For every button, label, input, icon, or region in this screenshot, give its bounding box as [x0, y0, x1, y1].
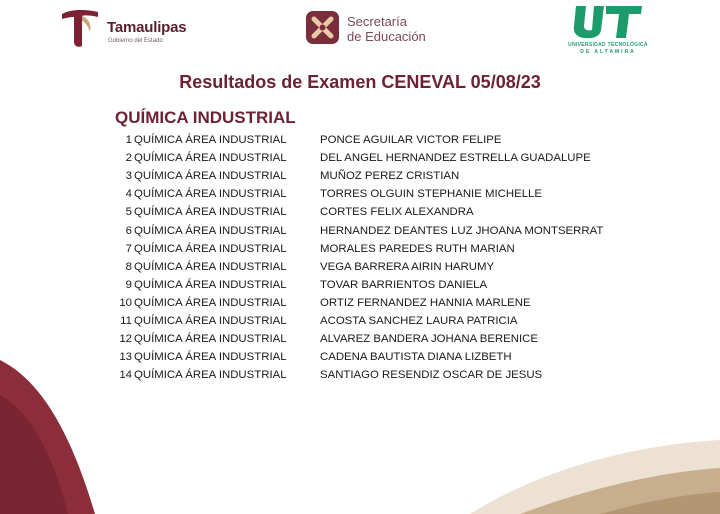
row-program: QUÍMICA ÁREA INDUSTRIAL [134, 369, 287, 382]
row-student-name: TORRES OLGUIN STEPHANIE MICHELLE [320, 188, 542, 201]
row-number: 11 [120, 314, 132, 327]
row-student-name: MUÑOZ PEREZ CRISTIAN [320, 170, 460, 183]
ut-subtitle-line2: DE ALTAMIRA [580, 49, 636, 55]
row-student-name: CADENA BAUTISTA DIANA LIZBETH [320, 351, 512, 364]
row-number: 3 [125, 170, 132, 183]
row-program: QUÍMICA ÁREA INDUSTRIAL [134, 333, 287, 346]
row-number: 12 [119, 333, 132, 346]
row-program: QUÍMICA ÁREA INDUSTRIAL [134, 296, 287, 309]
document-title: Resultados de Examen CENEVAL 05/08/23 [179, 72, 541, 92]
list-item [108, 185, 628, 203]
row-student-name: ORTIZ FERNANDEZ HANNIA MARLENE [320, 296, 531, 309]
row-student-name: HERNANDEZ DEANTES LUZ JHOANA MONTSERRAT [320, 224, 604, 237]
ut-altamira-logo [566, 4, 650, 58]
row-program: QUÍMICA ÁREA INDUSTRIAL [134, 278, 287, 291]
secretaria-line2: de Educación [347, 29, 426, 44]
ut-logo-icon [572, 4, 644, 40]
row-number: 2 [125, 152, 132, 165]
row-program: QUÍMICA ÁREA INDUSTRIAL [134, 188, 287, 201]
row-number: 1 [125, 134, 132, 147]
row-student-name: CORTES FELIX ALEXANDRA [320, 206, 474, 219]
list-item [108, 366, 628, 384]
list-item [108, 221, 628, 239]
tamaulipas-t-icon [58, 6, 102, 50]
tamaulipas-logo [58, 6, 208, 52]
list-item [108, 258, 628, 276]
row-number: 14 [119, 369, 132, 382]
list-item [108, 149, 628, 167]
row-student-name: PONCE AGUILAR VICTOR FELIPE [320, 134, 502, 147]
secretaria-x-icon [305, 10, 340, 45]
row-program: QUÍMICA ÁREA INDUSTRIAL [134, 314, 287, 327]
row-number: 13 [119, 351, 132, 364]
row-number: 4 [125, 188, 132, 201]
row-student-name: MORALES PAREDES RUTH MARIAN [320, 242, 515, 255]
list-item [108, 167, 628, 185]
row-number: 6 [125, 224, 132, 237]
row-student-name: VEGA BARRERA AIRIN HARUMY [320, 260, 495, 273]
row-number: 7 [125, 242, 132, 255]
row-program: QUÍMICA ÁREA INDUSTRIAL [134, 134, 287, 147]
row-number: 10 [119, 296, 132, 309]
row-number: 8 [125, 260, 132, 273]
secretaria-educacion-logo [305, 10, 475, 48]
tamaulipas-name: Tamaulipas [107, 19, 187, 36]
list-item [108, 312, 628, 330]
ut-subtitle-line1: UNIVERSIDAD TECNOLÓGICA [568, 42, 648, 48]
row-program: QUÍMICA ÁREA INDUSTRIAL [134, 260, 287, 273]
list-item [108, 203, 628, 221]
row-student-name: SANTIAGO RESENDIZ OSCAR DE JESUS [320, 369, 543, 382]
row-program: QUÍMICA ÁREA INDUSTRIAL [134, 152, 287, 165]
row-student-name: DEL ANGEL HERNANDEZ ESTRELLA GUADALUPE [320, 152, 591, 165]
results-list [108, 131, 628, 384]
row-student-name: ALVAREZ BANDERA JOHANA BERENICE [320, 333, 538, 346]
tamaulipas-subtitle: Gobierno del Estado [108, 38, 163, 44]
row-program: QUÍMICA ÁREA INDUSTRIAL [134, 351, 287, 364]
section-heading: QUÍMICA INDUSTRIAL [115, 108, 296, 127]
row-student-name: ACOSTA SANCHEZ LAURA PATRICIA [320, 314, 518, 327]
list-item [108, 294, 628, 312]
list-item [108, 240, 628, 258]
row-number: 9 [125, 278, 132, 291]
list-item [108, 131, 628, 149]
row-program: QUÍMICA ÁREA INDUSTRIAL [134, 242, 287, 255]
list-item [108, 276, 628, 294]
list-item [108, 330, 628, 348]
row-program: QUÍMICA ÁREA INDUSTRIAL [134, 206, 287, 219]
list-item [108, 348, 628, 366]
row-program: QUÍMICA ÁREA INDUSTRIAL [134, 170, 287, 183]
row-number: 5 [125, 206, 132, 219]
row-student-name: TOVAR BARRIENTOS DANIELA [320, 278, 488, 291]
row-program: QUÍMICA ÁREA INDUSTRIAL [134, 224, 287, 237]
secretaria-line1: Secretaría [347, 14, 407, 29]
